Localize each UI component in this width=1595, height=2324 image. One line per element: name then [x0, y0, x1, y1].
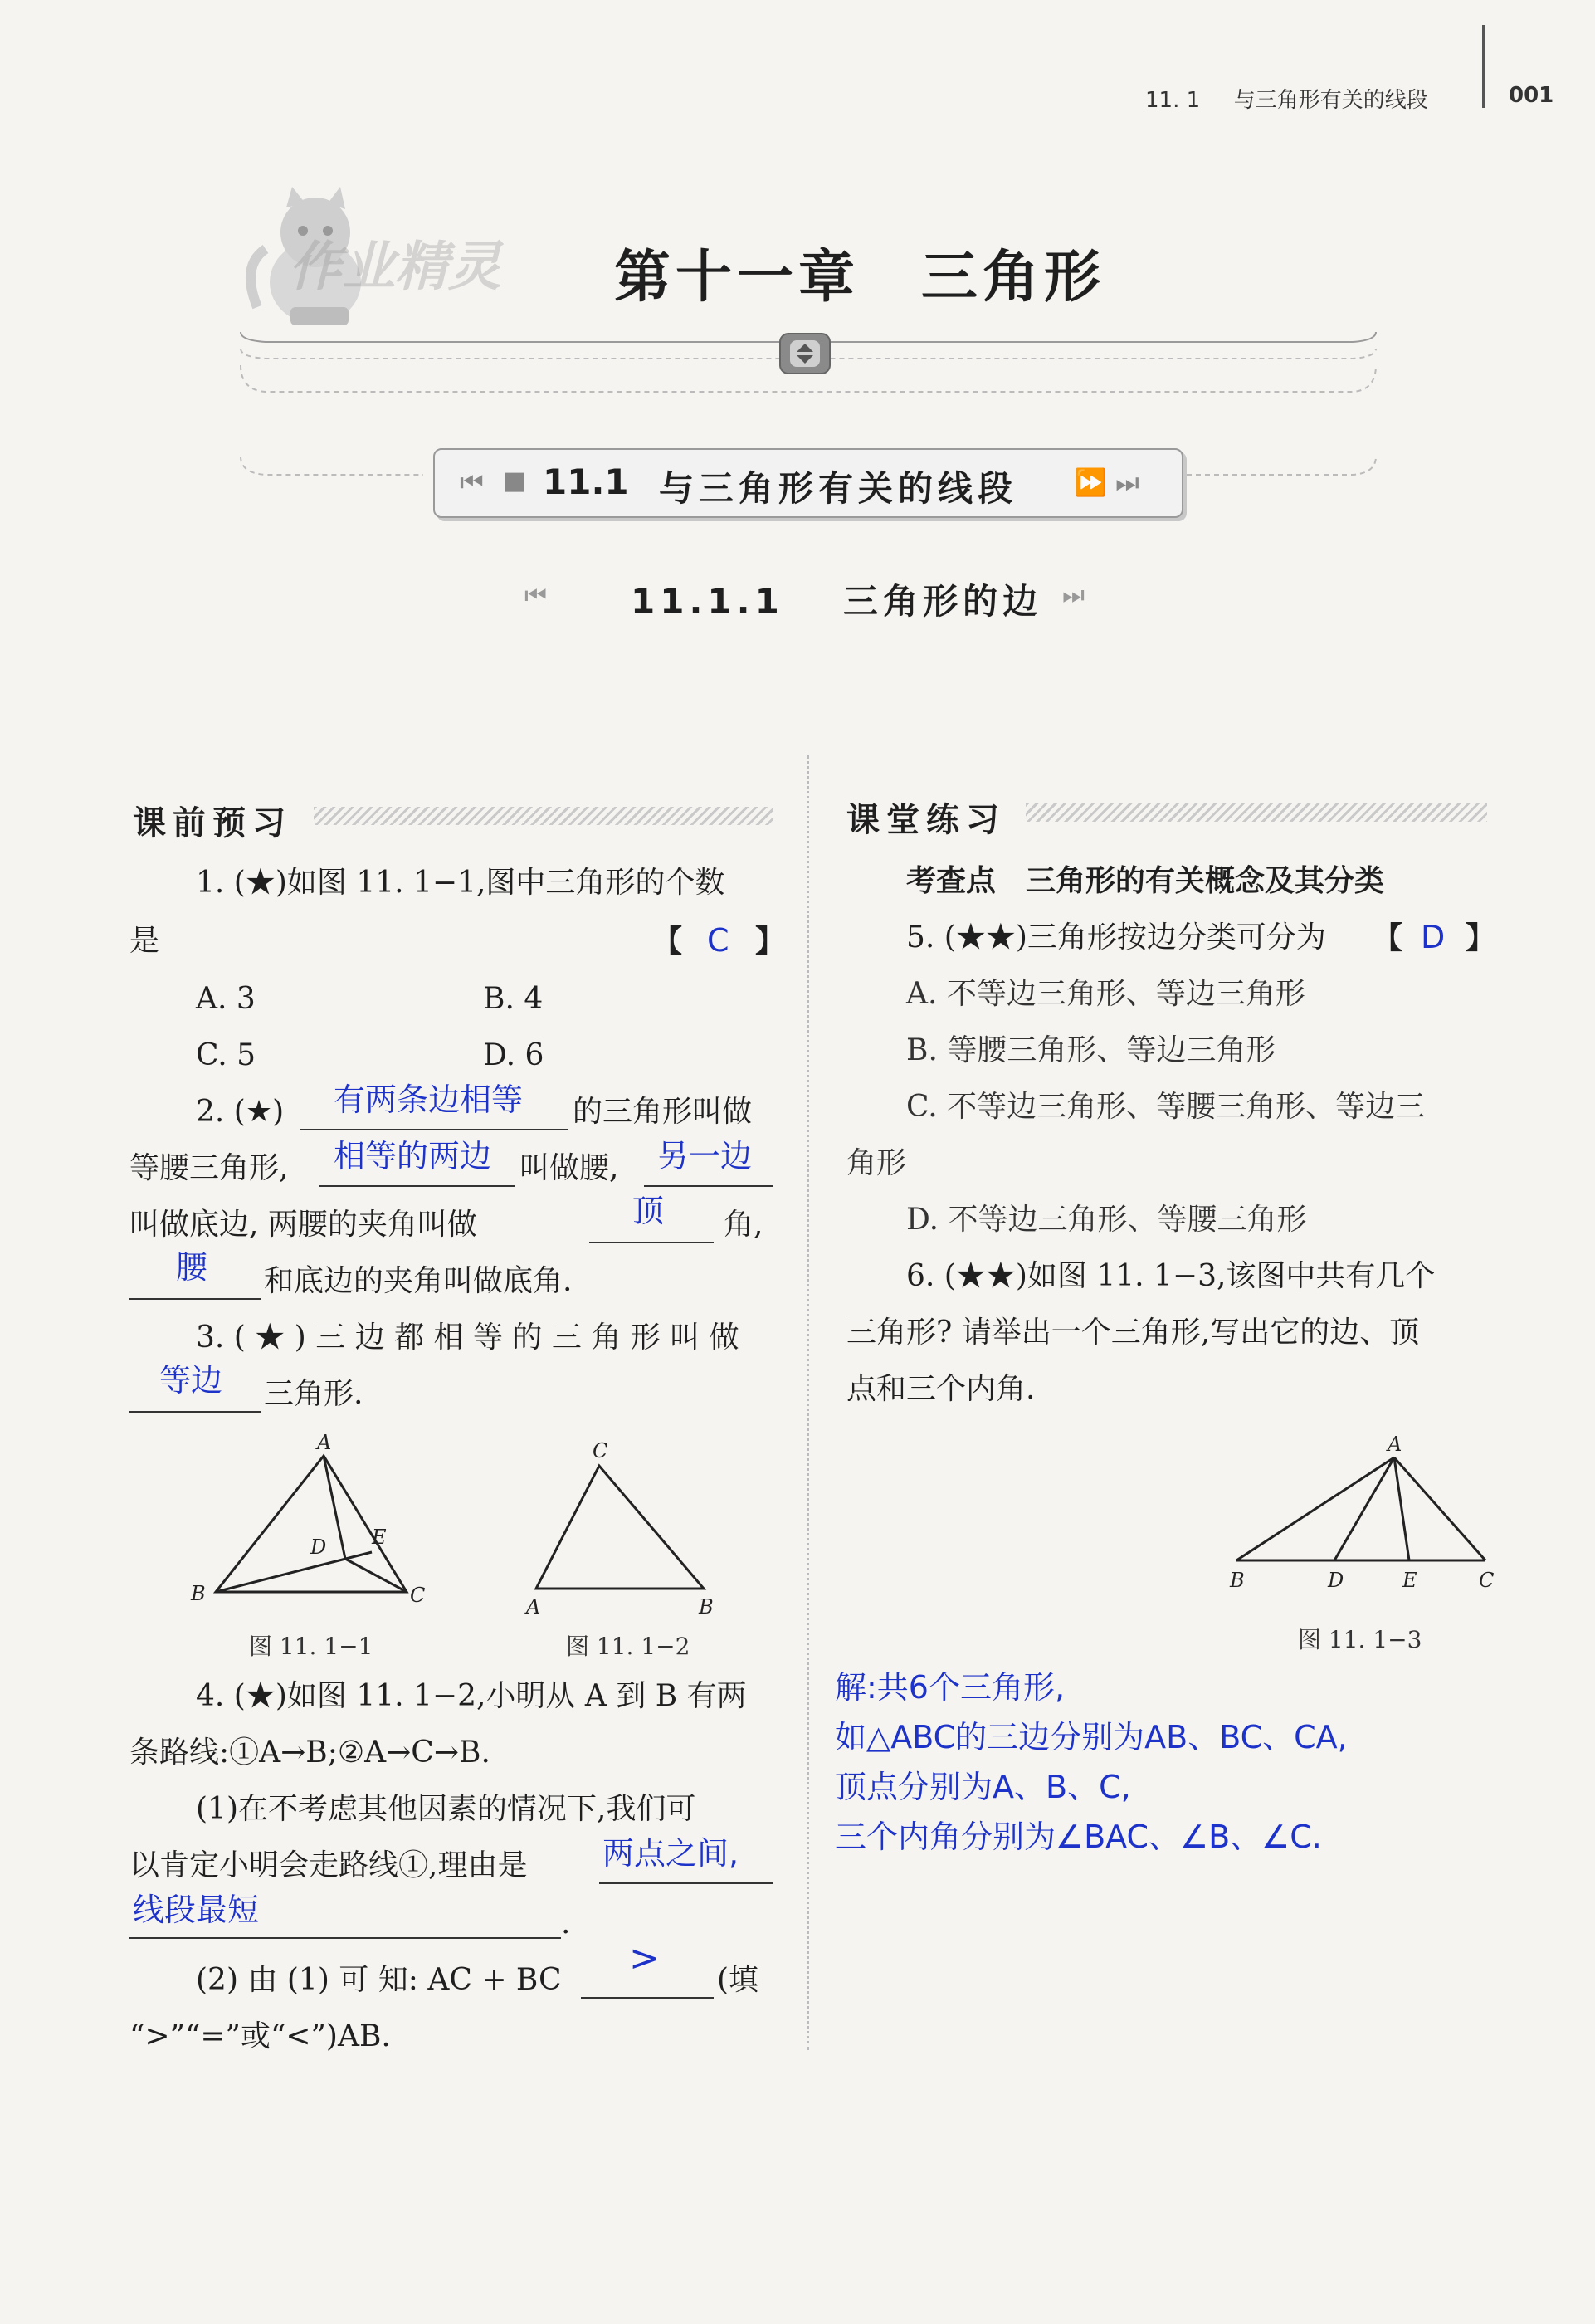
q2-p5: 叫做底边, 两腰的夹角叫做	[129, 1208, 477, 1242]
left-heading: 课前预习	[133, 804, 292, 842]
q3-p2: 三角形.	[264, 1377, 363, 1411]
fig2-label-c: C	[593, 1439, 608, 1462]
q2-answer3: 另一边	[657, 1138, 753, 1174]
q4-p7: (填	[717, 1963, 759, 1997]
q1-line1: 1. (★)如图 11. 1−1,图中三角形的个数	[196, 866, 725, 900]
solution-line3: 顶点分别为A、B、C,	[835, 1769, 1131, 1805]
figure-11-1-3	[1212, 1428, 1510, 1610]
q2-p6: 角,	[724, 1208, 763, 1242]
fig1-label-a: A	[317, 1431, 332, 1454]
q1-answer: C	[707, 922, 729, 959]
figure-11-1-1	[174, 1428, 448, 1627]
q3-p1: 3. ( ★ ) 三 边 都 相 等 的 三 角 形 叫 做	[196, 1321, 739, 1355]
q2-answer5: 腰	[176, 1249, 208, 1286]
next-icon: ⏭	[1062, 581, 1085, 610]
running-header	[1145, 83, 1428, 114]
q2-p1: 2. (★)	[196, 1095, 285, 1129]
q4-p1: 4. (★)如图 11. 1−2,小明从 A 到 B 有两	[196, 1679, 747, 1713]
q5-option-c-cont: 角形	[846, 1146, 907, 1180]
q2-blank1	[300, 1129, 568, 1130]
q2-p3: 等腰三角形,	[129, 1151, 289, 1185]
right-heading-hatch	[1026, 803, 1487, 822]
fig3-label-a: A	[1388, 1433, 1402, 1456]
q1-bracket-close: 】	[755, 924, 786, 959]
q5-bracket-close: 】	[1466, 920, 1496, 955]
q2-blank4	[589, 1242, 714, 1243]
q1-option-d: D. 6	[483, 1038, 544, 1072]
fig3-label-b: B	[1230, 1569, 1245, 1592]
fig1-caption: 图 11. 1−1	[249, 1633, 373, 1660]
q4-p6: (2) 由 (1) 可 知: AC + BC	[196, 1963, 562, 1997]
q2-answer2: 相等的两边	[334, 1138, 492, 1174]
q3-blank1	[129, 1411, 261, 1413]
q2-p2: 的三角形叫做	[573, 1095, 753, 1129]
q2-blank2	[319, 1185, 515, 1187]
subsection-title	[631, 574, 1042, 624]
header-title: 与三角形有关的线段	[1233, 88, 1428, 113]
section-banner	[433, 448, 1183, 518]
q6-line2: 三角形? 请举出一个三角形,写出它的边、顶	[846, 1316, 1420, 1350]
q4-answer2: 线段最短	[133, 1892, 260, 1928]
q4-answer1: 两点之间,	[602, 1835, 739, 1872]
fig2-label-b: B	[699, 1595, 714, 1618]
fig1-label-d: D	[310, 1536, 327, 1559]
q4-p2: 条路线:①A→B;②A→C→B.	[129, 1736, 490, 1770]
forward-icon: ⏩	[1074, 466, 1107, 498]
q5-answer: D	[1421, 919, 1446, 955]
q6-line1: 6. (★★)如图 11. 1−3,该图中共有几个	[906, 1259, 1436, 1293]
subsection-name: 三角形的边	[843, 581, 1043, 622]
fig2-label-a: A	[526, 1595, 541, 1618]
q4-blank2	[129, 1937, 561, 1939]
q5-option-b: B. 等腰三角形、等边三角形	[906, 1033, 1276, 1067]
section-title: 与三角形有关的线段	[659, 468, 1018, 509]
q4-p5: .	[561, 1907, 571, 1941]
square-bullet-icon: ■	[503, 466, 527, 496]
q2-answer1: 有两条边相等	[334, 1081, 524, 1118]
q4-p4: 以肯定小明会走路线①,理由是	[129, 1848, 528, 1882]
q1-option-a: A. 3	[196, 982, 256, 1016]
q2-answer4: 顶	[632, 1193, 665, 1229]
q1-line2: 是	[129, 924, 160, 958]
q5-option-d: D. 不等边三角形、等腰三角形	[906, 1203, 1307, 1237]
q4-p8: “>”“=”或“<”)AB.	[129, 2019, 391, 2053]
skip-end-icon: ⏭	[1115, 466, 1139, 498]
q1-option-c: C. 5	[196, 1038, 256, 1072]
q4-blank3	[581, 1997, 714, 1999]
fig3-caption: 图 11. 1−3	[1298, 1626, 1422, 1653]
left-heading-hatch	[314, 807, 773, 825]
q2-blank3	[644, 1185, 773, 1187]
watermark-logo-text: 作业精灵	[289, 237, 501, 298]
fig2-caption: 图 11. 1−2	[566, 1633, 690, 1660]
q6-line3: 点和三个内角.	[846, 1372, 1036, 1406]
figure-11-1-2	[506, 1436, 739, 1627]
header-divider	[1482, 25, 1485, 108]
fig1-label-e: E	[372, 1526, 387, 1549]
q1-option-b: B. 4	[483, 982, 544, 1016]
q5-stem: 5. (★★)三角形按边分类可分为	[906, 920, 1326, 954]
q2-blank5	[129, 1298, 261, 1300]
q5-bracket-open: 【	[1373, 920, 1403, 955]
page-number: 001	[1509, 83, 1554, 108]
q5-option-a: A. 不等边三角形、等边三角形	[906, 977, 1305, 1011]
q4-answer3: >	[629, 1937, 660, 1980]
q5-option-c: C. 不等边三角形、等腰三角形、等边三	[906, 1090, 1426, 1124]
q4-p3: (1)在不考虑其他因素的情况下,我们可	[196, 1792, 696, 1826]
fig3-label-e: E	[1402, 1569, 1417, 1592]
fig1-label-b: B	[191, 1582, 206, 1605]
header-section: 11. 1	[1145, 88, 1201, 113]
fig3-label-d: D	[1328, 1569, 1344, 1592]
q1-bracket-open: 【	[652, 924, 683, 959]
q4-blank1	[599, 1882, 773, 1884]
q3-answer1: 等边	[159, 1362, 223, 1399]
right-topic: 考查点 三角形的有关概念及其分类	[906, 864, 1385, 898]
rewind-icon: ⏮	[460, 466, 484, 498]
solution-line4: 三个内角分别为∠BAC、∠B、∠C.	[835, 1819, 1322, 1855]
q2-p4: 叫做腰,	[519, 1151, 619, 1185]
fig3-label-c: C	[1479, 1569, 1495, 1592]
solution-line2: 如△ABC的三边分别为AB、BC、CA,	[835, 1719, 1348, 1755]
section-number: 11.1	[543, 461, 629, 502]
prev-icon: ⏮	[524, 581, 547, 610]
right-heading: 课堂练习	[846, 801, 1006, 839]
subsection-number: 11.1.1	[631, 581, 784, 622]
q2-p7: 和底边的夹角叫做底角.	[264, 1264, 573, 1298]
fig1-label-c: C	[410, 1584, 426, 1607]
solution-line1: 解:共6个三角形,	[835, 1669, 1066, 1706]
chapter-title: 第十一章 三角形	[614, 245, 1106, 310]
column-divider	[807, 755, 809, 2050]
